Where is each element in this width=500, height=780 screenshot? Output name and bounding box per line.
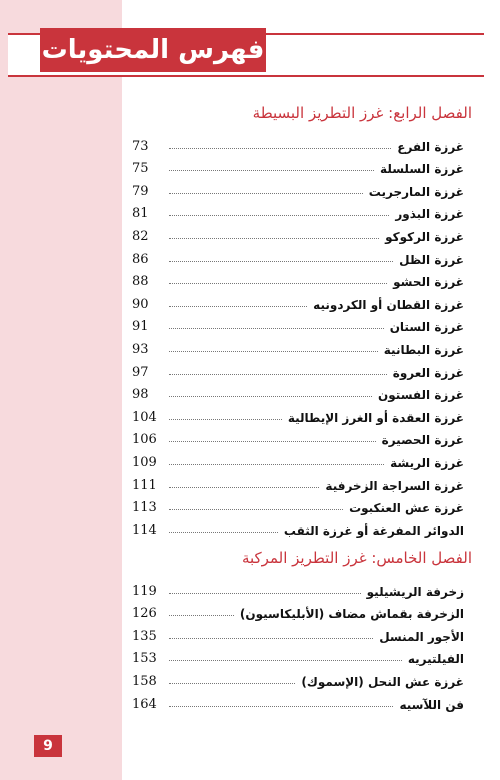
- toc-entry[interactable]: [132, 289, 464, 312]
- dot-leader: [169, 395, 372, 397]
- toc-entry-page: 113: [132, 500, 157, 516]
- toc-entry-label: غرزة الحشو: [393, 275, 464, 290]
- toc-entry-label: الفيلتيريه: [407, 652, 464, 667]
- toc-entry-page: 104: [132, 409, 157, 425]
- dot-leader: [169, 260, 393, 262]
- toc-entry-label: زخرفة الريشيليو: [366, 584, 464, 599]
- toc-entry-label: غرزة القطان أو الكردونيه: [313, 297, 464, 312]
- dot-leader: [169, 440, 376, 442]
- toc-entry[interactable]: [132, 447, 464, 470]
- dot-leader: [169, 282, 387, 284]
- toc-entry-label: غرزة الريشة: [390, 455, 464, 470]
- toc-entry-label: غرزة عش العنكبوت: [349, 501, 464, 516]
- page-title: فهرس المحتويات: [40, 28, 266, 72]
- toc-entry-label: الأجور المنسل: [379, 629, 464, 644]
- toc-entry[interactable]: [132, 131, 464, 154]
- toc-entry-page: 93: [132, 341, 149, 357]
- toc-entry-label: غرزة البطانية: [383, 342, 464, 357]
- toc-entry-page: 81: [132, 206, 149, 222]
- chapter-5-toc: [132, 576, 464, 712]
- toc-entry-label: الزخرفة بقماش مضاف (الأبليكاسيون): [239, 607, 464, 622]
- toc-entry[interactable]: [132, 621, 464, 644]
- toc-entry[interactable]: [132, 515, 464, 538]
- toc-entry-page: 91: [132, 319, 149, 335]
- toc-entry-label: غرزة عش النحل (الإسموك): [301, 674, 464, 689]
- toc-entry[interactable]: [132, 380, 464, 403]
- toc-entry-page: 153: [132, 651, 157, 667]
- dot-leader: [169, 486, 319, 488]
- toc-entry[interactable]: [132, 199, 464, 222]
- toc-entry-page: 126: [132, 606, 157, 622]
- toc-entry-page: 114: [132, 522, 157, 538]
- toc-entry-label: غرزة الفستون: [378, 388, 464, 403]
- dot-leader: [169, 327, 384, 329]
- toc-entry[interactable]: [132, 402, 464, 425]
- toc-entry-label: غرزة المارجريت: [368, 184, 464, 199]
- toc-entry-page: 158: [132, 673, 157, 689]
- dot-leader: [169, 508, 343, 510]
- dot-leader: [169, 305, 307, 307]
- dot-leader: [169, 147, 391, 149]
- top-margin: [122, 0, 500, 28]
- side-color-band: [0, 0, 122, 780]
- toc-entry-page: 82: [132, 228, 149, 244]
- toc-entry-page: 88: [132, 274, 149, 290]
- toc-entry[interactable]: [132, 221, 464, 244]
- toc-entry-page: 111: [132, 477, 157, 493]
- toc-entry-page: 98: [132, 387, 149, 403]
- dot-leader: [169, 659, 402, 661]
- toc-entry[interactable]: [132, 357, 464, 380]
- dot-leader: [169, 418, 282, 420]
- toc-entry-page: 97: [132, 364, 149, 380]
- toc-entry-page: 90: [132, 296, 149, 312]
- toc-entry-label: غرزة البذور: [395, 207, 464, 222]
- dot-leader: [169, 214, 389, 216]
- toc-entry-label: غرزة السلسلة: [380, 162, 464, 177]
- toc-entry-label: غرزة الستان: [389, 320, 464, 335]
- toc-entry-page: 79: [132, 183, 149, 199]
- toc-entry-label: غرزة الركوكو: [385, 229, 464, 244]
- toc-entry-label: غرزة الفرع: [397, 139, 464, 154]
- dot-leader: [169, 169, 374, 171]
- chapter-5-heading: الفصل الخامس: غرز التطريز المركبة: [241, 549, 472, 567]
- toc-entry-page: 73: [132, 138, 149, 154]
- toc-entry[interactable]: [132, 425, 464, 448]
- toc-entry-label: غرزة العروة: [392, 365, 464, 380]
- toc-entry[interactable]: [132, 576, 464, 599]
- toc-entry[interactable]: [132, 666, 464, 689]
- dot-leader: [169, 373, 387, 375]
- dot-leader: [169, 592, 361, 594]
- toc-entry-page: 75: [132, 161, 149, 177]
- dot-leader: [169, 637, 373, 639]
- toc-entry[interactable]: [132, 244, 464, 267]
- toc-entry-label: الدوائر المفرغة أو غرزة الثقب: [283, 523, 464, 538]
- dot-leader: [169, 463, 384, 465]
- toc-entry[interactable]: [132, 493, 464, 516]
- dot-leader: [169, 682, 295, 684]
- toc-entry-page: 119: [132, 583, 157, 599]
- dot-leader: [169, 192, 363, 194]
- toc-entry-label: غرزة الظل: [399, 252, 464, 267]
- toc-entry-page: 109: [132, 454, 157, 470]
- dot-leader: [169, 237, 379, 239]
- dot-leader: [169, 350, 378, 352]
- page-number: 9: [34, 735, 62, 757]
- toc-entry[interactable]: [132, 267, 464, 290]
- toc-entry[interactable]: [132, 312, 464, 335]
- toc-entry[interactable]: [132, 176, 464, 199]
- dot-leader: [169, 614, 234, 616]
- toc-entry[interactable]: [132, 470, 464, 493]
- dot-leader: [169, 705, 393, 707]
- toc-entry[interactable]: [132, 334, 464, 357]
- toc-entry[interactable]: [132, 644, 464, 667]
- toc-entry-page: 135: [132, 628, 157, 644]
- toc-entry[interactable]: [132, 599, 464, 622]
- toc-entry[interactable]: [132, 689, 464, 712]
- toc-entry-label: فن اللآسيه: [399, 697, 464, 712]
- toc-entry-page: 164: [132, 696, 157, 712]
- toc-entry-label: غرزة العقدة أو الغرز الإيطالية: [287, 410, 464, 425]
- dot-leader: [169, 531, 278, 533]
- toc-entry-page: 86: [132, 251, 149, 267]
- chapter-4-heading: الفصل الرابع: غرز التطريز البسيطة: [252, 104, 472, 122]
- toc-entry[interactable]: [132, 154, 464, 177]
- toc-entry-page: 106: [132, 432, 157, 448]
- toc-entry-label: غرزة السراجة الزخرفية: [325, 478, 464, 493]
- chapter-4-toc: [132, 131, 464, 538]
- toc-entry-label: غرزة الحصيرة: [381, 433, 464, 448]
